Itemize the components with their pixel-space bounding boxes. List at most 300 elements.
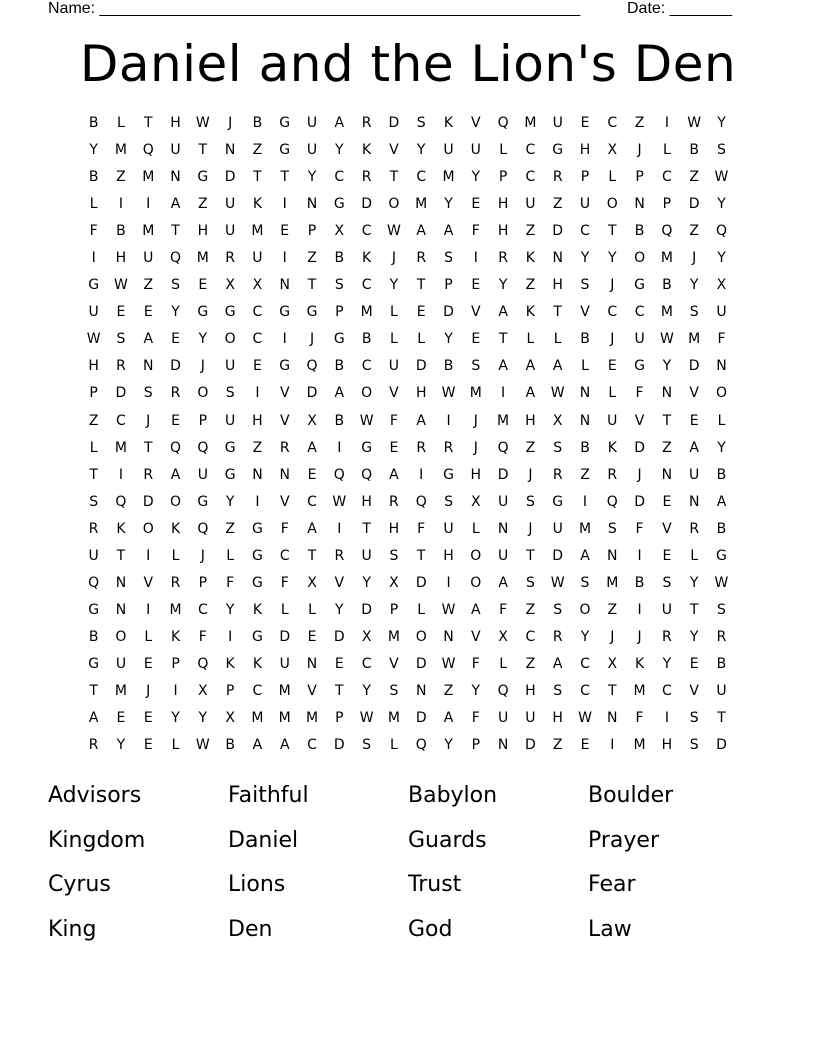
grid-letter[interactable]: X [252,277,263,294]
grid-letter[interactable]: C [197,601,208,618]
grid-letter[interactable]: L [226,547,235,564]
grid-letter[interactable]: J [528,466,533,483]
grid-letter[interactable]: V [580,304,590,321]
grid-letter[interactable]: W [195,737,210,754]
grid-letter[interactable]: D [634,493,645,510]
grid-letter[interactable]: O [197,385,209,402]
grid-letter[interactable]: X [225,710,235,727]
grid-letter[interactable]: A [88,710,99,727]
grid-letter[interactable]: E [607,358,617,375]
grid-letter[interactable]: H [470,466,482,483]
grid-letter[interactable]: Y [717,250,726,267]
grid-letter[interactable]: A [443,223,454,240]
grid-letter[interactable]: Z [662,439,672,456]
grid-letter[interactable]: C [361,655,372,672]
grid-letter[interactable]: K [252,655,263,672]
grid-letter[interactable]: E [198,277,208,294]
grid-letter[interactable]: Q [170,439,182,456]
grid-letter[interactable]: R [498,250,508,267]
grid-letter[interactable]: V [471,304,481,321]
grid-letter[interactable]: D [361,196,372,213]
grid-letter[interactable]: B [716,466,727,483]
grid-letter[interactable]: R [662,628,672,645]
grid-letter[interactable]: Z [525,655,536,672]
grid-letter[interactable]: U [497,710,509,727]
grid-letter[interactable]: O [415,628,427,645]
grid-letter[interactable]: U [279,655,290,672]
grid-letter[interactable]: C [361,358,372,375]
grid-letter[interactable]: S [662,574,672,591]
grid-letter[interactable]: I [118,466,124,483]
grid-letter[interactable]: B [334,412,345,429]
grid-letter[interactable]: Q [497,439,509,456]
grid-letter[interactable]: L [499,142,507,159]
grid-letter[interactable]: D [415,710,427,727]
grid-letter[interactable]: A [279,737,290,754]
grid-letter[interactable]: K [252,196,263,213]
grid-letter[interactable]: D [634,439,645,456]
grid-letter[interactable]: I [473,250,478,267]
grid-letter[interactable]: Y [89,142,98,159]
grid-letter[interactable]: J [391,250,396,267]
grid-letter[interactable]: T [526,547,535,564]
grid-letter[interactable]: T [198,142,208,159]
grid-letter[interactable]: V [471,628,481,645]
grid-letter[interactable]: R [716,628,727,645]
grid-letter[interactable]: U [661,601,672,618]
grid-letter[interactable]: N [306,655,318,672]
grid-letter[interactable]: S [389,682,399,699]
grid-letter[interactable]: N [688,493,700,510]
grid-letter[interactable]: N [415,682,427,699]
grid-letter[interactable]: S [580,277,590,294]
grid-letter[interactable]: U [716,682,727,699]
grid-letter[interactable]: B [634,574,645,591]
grid-letter[interactable]: D [361,601,372,618]
grid-letter[interactable]: W [441,385,456,402]
grid-letter[interactable]: C [607,304,618,321]
grid-letter[interactable]: U [115,655,127,672]
grid-letter[interactable]: H [497,196,509,213]
grid-letter[interactable]: J [637,628,642,645]
grid-letter[interactable]: G [88,601,100,618]
grid-letter[interactable]: T [608,682,617,699]
grid-letter[interactable]: O [142,520,154,537]
grid-letter[interactable]: Y [389,277,399,294]
grid-letter[interactable]: T [143,439,153,456]
grid-letter[interactable]: Y [580,250,590,267]
grid-letter[interactable]: T [143,115,153,131]
grid-letter[interactable]: A [552,655,563,672]
grid-letter[interactable]: E [580,115,590,131]
grid-letter[interactable]: S [525,574,535,591]
grid-letter[interactable]: O [715,385,727,402]
grid-letter[interactable]: W [386,223,401,240]
grid-letter[interactable]: K [607,439,617,456]
grid-letter[interactable]: H [252,412,263,429]
grid-letter[interactable]: K [362,142,372,159]
grid-letter[interactable]: N [143,358,154,375]
grid-letter[interactable]: X [607,655,618,672]
grid-letter[interactable]: T [362,520,371,537]
grid-letter[interactable]: U [306,142,318,159]
grid-letter[interactable]: W [359,710,374,727]
grid-letter[interactable]: G [279,142,291,159]
grid-letter[interactable]: I [582,493,588,510]
grid-letter[interactable]: N [497,737,509,754]
grid-letter[interactable]: C [525,169,536,186]
grid-letter[interactable]: Z [116,169,126,186]
grid-letter[interactable]: F [280,574,289,591]
grid-letter[interactable]: H [115,250,127,267]
grid-letter[interactable]: Y [198,331,208,348]
grid-letter[interactable]: S [553,601,563,618]
grid-letter[interactable]: Y [662,655,672,672]
grid-letter[interactable]: X [716,277,727,294]
grid-letter[interactable]: L [499,655,507,672]
grid-letter[interactable]: Y [335,142,344,159]
grid-letter[interactable]: Q [415,493,427,510]
grid-letter[interactable]: N [552,250,563,267]
grid-letter[interactable]: Z [252,142,263,159]
grid-letter[interactable]: N [634,196,645,213]
grid-letter[interactable]: Z [525,277,536,294]
grid-letter[interactable]: T [717,710,726,727]
grid-letter[interactable]: O [470,574,482,591]
grid-letter[interactable]: G [716,547,727,564]
grid-letter[interactable]: U [170,142,181,159]
grid-letter[interactable]: A [252,737,263,754]
grid-letter[interactable]: C [307,737,317,754]
grid-letter[interactable]: U [143,250,154,267]
grid-letter[interactable]: A [307,520,317,537]
grid-letter[interactable]: G [88,655,100,672]
grid-letter[interactable]: J [146,412,151,429]
grid-letter[interactable]: C [580,223,590,240]
grid-letter[interactable]: N [115,574,127,591]
grid-letter[interactable]: Z [525,223,536,240]
grid-letter[interactable]: O [361,385,373,402]
grid-letter[interactable]: B [580,439,590,456]
grid-letter[interactable]: M [415,196,428,213]
grid-letter[interactable]: M [251,710,264,727]
grid-letter[interactable]: E [171,412,180,429]
grid-letter[interactable]: M [688,331,701,348]
grid-letter[interactable]: L [690,547,699,564]
grid-letter[interactable]: S [362,737,372,754]
grid-letter[interactable]: G [634,358,646,375]
grid-letter[interactable]: E [143,737,153,754]
grid-letter[interactable]: R [361,115,372,131]
grid-letter[interactable]: A [498,358,508,375]
grid-letter[interactable]: N [115,601,127,618]
grid-letter[interactable]: G [552,142,564,159]
grid-letter[interactable]: V [662,520,672,537]
grid-letter[interactable]: S [717,601,726,618]
grid-letter[interactable]: T [608,223,617,240]
grid-letter[interactable]: F [717,331,726,348]
grid-letter[interactable]: R [552,169,563,186]
grid-letter[interactable]: A [416,223,426,240]
grid-letter[interactable]: I [282,196,287,213]
grid-letter[interactable]: P [198,574,208,591]
grid-letter[interactable]: M [196,250,209,267]
grid-letter[interactable]: T [689,601,699,618]
grid-letter[interactable]: L [390,737,398,754]
grid-letter[interactable]: A [471,601,481,618]
grid-letter[interactable]: M [251,223,264,240]
grid-letter[interactable]: Y [444,196,453,213]
grid-letter[interactable]: U [470,142,481,159]
grid-letter[interactable]: R [552,466,563,483]
grid-letter[interactable]: Y [717,439,726,456]
grid-letter[interactable]: N [279,277,290,294]
grid-letter[interactable]: A [170,196,181,213]
grid-letter[interactable]: W [550,385,565,402]
grid-letter[interactable]: C [661,682,672,699]
grid-letter[interactable]: K [252,601,263,618]
grid-letter[interactable]: R [143,466,154,483]
grid-letter[interactable]: C [416,169,427,186]
grid-letter[interactable]: L [390,331,398,348]
grid-letter[interactable]: X [498,628,508,645]
grid-letter[interactable]: S [580,574,590,591]
grid-letter[interactable]: S [689,304,699,321]
grid-letter[interactable]: G [224,439,236,456]
grid-letter[interactable]: I [446,412,451,429]
grid-letter[interactable]: C [252,304,263,321]
grid-letter[interactable]: J [200,358,205,375]
grid-letter[interactable]: A [443,710,454,727]
grid-letter[interactable]: D [224,169,236,186]
grid-letter[interactable]: O [224,331,236,348]
grid-letter[interactable]: O [115,628,127,645]
grid-letter[interactable]: V [689,682,699,699]
grid-letter[interactable]: U [579,196,591,213]
grid-letter[interactable]: X [389,574,399,591]
grid-letter[interactable]: S [689,710,699,727]
grid-letter[interactable]: P [389,601,399,618]
grid-letter[interactable]: C [661,169,672,186]
grid-letter[interactable]: V [307,682,317,699]
grid-letter[interactable]: D [497,466,509,483]
grid-letter[interactable]: Q [497,682,509,699]
grid-letter[interactable]: L [417,331,426,348]
grid-letter[interactable]: Q [497,115,509,131]
grid-letter[interactable]: P [198,412,208,429]
grid-letter[interactable]: L [417,601,426,618]
grid-letter[interactable]: F [389,412,398,429]
grid-letter[interactable]: N [443,628,454,645]
grid-letter[interactable]: N [716,358,727,375]
grid-letter[interactable]: N [579,385,591,402]
grid-letter[interactable]: A [552,358,563,375]
grid-letter[interactable]: R [279,439,290,456]
grid-letter[interactable]: I [337,439,342,456]
grid-letter[interactable]: V [389,142,399,159]
grid-letter[interactable]: J [610,331,615,348]
grid-letter[interactable]: J [610,628,615,645]
grid-letter[interactable]: I [146,601,151,618]
grid-letter[interactable]: Y [362,574,371,591]
grid-letter[interactable]: F [499,601,508,618]
grid-letter[interactable]: P [225,682,235,699]
grid-letter[interactable]: R [88,737,99,754]
grid-letter[interactable]: G [88,277,100,294]
grid-letter[interactable]: G [279,304,291,321]
grid-letter[interactable]: N [252,466,263,483]
grid-letter[interactable]: B [334,250,345,267]
grid-letter[interactable]: M [660,250,673,267]
grid-letter[interactable]: U [607,412,618,429]
grid-letter[interactable]: H [197,223,209,240]
grid-letter[interactable]: V [279,385,290,402]
grid-letter[interactable]: C [116,412,126,429]
grid-letter[interactable]: S [607,520,617,537]
grid-letter[interactable]: L [581,358,589,375]
grid-letter[interactable]: E [662,493,672,510]
grid-letter[interactable]: Y [717,115,726,131]
grid-letter[interactable]: X [552,412,563,429]
grid-letter[interactable]: L [526,331,535,348]
grid-letter[interactable]: M [305,710,319,727]
grid-letter[interactable]: E [143,710,153,727]
grid-letter[interactable]: G [333,196,345,213]
grid-letter[interactable]: A [716,493,727,510]
grid-letter[interactable]: D [306,385,318,402]
grid-letter[interactable]: U [716,304,727,321]
grid-letter[interactable]: U [225,358,236,375]
grid-letter[interactable]: U [497,547,509,564]
grid-letter[interactable]: R [225,250,235,267]
grid-letter[interactable]: G [361,439,373,456]
grid-letter[interactable]: Y [444,331,453,348]
grid-letter[interactable]: J [473,439,478,456]
grid-letter[interactable]: W [659,331,674,348]
grid-letter[interactable]: F [417,520,426,537]
grid-letter[interactable]: M [606,574,619,591]
grid-letter[interactable]: U [252,250,263,267]
grid-letter[interactable]: I [146,196,151,213]
grid-letter[interactable]: O [388,196,400,213]
grid-letter[interactable]: V [389,655,399,672]
grid-letter[interactable]: V [334,574,345,591]
grid-letter[interactable]: L [662,142,671,159]
grid-letter[interactable]: R [361,169,372,186]
grid-letter[interactable]: T [389,169,399,186]
grid-letter[interactable]: N [607,547,618,564]
grid-letter[interactable]: Q [197,520,209,537]
grid-letter[interactable]: M [633,737,646,754]
grid-letter[interactable]: Q [361,466,373,483]
grid-letter[interactable]: D [525,737,536,754]
grid-letter[interactable]: G [634,277,646,294]
grid-letter[interactable]: U [634,331,645,348]
grid-letter[interactable]: M [442,169,455,186]
grid-letter[interactable]: W [441,655,456,672]
grid-letter[interactable]: L [717,412,726,429]
grid-letter[interactable]: Z [525,439,536,456]
grid-letter[interactable]: Y [689,574,699,591]
grid-letter[interactable]: O [470,547,482,564]
grid-letter[interactable]: N [279,466,290,483]
grid-letter[interactable]: O [579,601,591,618]
grid-letter[interactable]: G [252,628,263,645]
grid-letter[interactable]: I [664,115,669,131]
grid-letter[interactable]: Z [689,169,699,186]
grid-letter[interactable]: F [89,223,98,240]
grid-letter[interactable]: M [524,115,537,131]
grid-letter[interactable]: G [252,520,263,537]
grid-letter[interactable]: Y [689,628,699,645]
grid-letter[interactable]: W [550,574,565,591]
grid-letter[interactable]: K [116,520,126,537]
grid-letter[interactable]: D [115,385,127,402]
grid-letter[interactable]: U [525,710,536,727]
grid-letter[interactable]: W [578,710,592,727]
grid-letter[interactable]: N [661,466,673,483]
grid-letter[interactable]: B [662,277,672,294]
grid-letter[interactable]: D [170,358,181,375]
grid-letter[interactable]: M [469,385,482,402]
grid-letter[interactable]: C [252,682,263,699]
grid-letter[interactable]: Z [88,412,99,429]
grid-letter[interactable]: Y [471,169,481,186]
grid-letter[interactable]: S [416,115,426,131]
grid-letter[interactable]: Y [198,710,208,727]
grid-letter[interactable]: B [716,520,727,537]
grid-letter[interactable]: Y [608,250,617,267]
grid-letter[interactable]: C [307,493,317,510]
grid-letter[interactable]: T [416,547,426,564]
grid-letter[interactable]: S [525,493,535,510]
grid-letter[interactable]: M [278,710,291,727]
grid-letter[interactable]: T [253,169,262,186]
grid-letter[interactable]: H [497,223,509,240]
grid-letter[interactable]: T [280,169,289,186]
grid-letter[interactable]: Y [171,304,180,321]
grid-letter[interactable]: L [89,439,98,456]
grid-letter[interactable]: J [146,682,151,699]
grid-letter[interactable]: N [306,196,318,213]
grid-letter[interactable]: K [525,304,535,321]
grid-letter[interactable]: M [278,682,291,699]
grid-letter[interactable]: P [498,169,508,186]
grid-letter[interactable]: K [170,628,181,645]
grid-letter[interactable]: M [360,304,373,321]
grid-letter[interactable]: Z [634,115,645,131]
grid-letter[interactable]: C [334,169,345,186]
grid-letter[interactable]: E [471,196,481,213]
grid-letter[interactable]: S [171,277,180,294]
grid-letter[interactable]: L [171,737,180,754]
grid-letter[interactable]: U [197,466,208,483]
grid-letter[interactable]: W [441,601,456,618]
grid-letter[interactable]: M [387,710,400,727]
grid-letter[interactable]: S [444,250,453,267]
grid-letter[interactable]: U [361,547,372,564]
grid-letter[interactable]: Z [252,439,263,456]
grid-letter[interactable]: Q [197,439,209,456]
grid-letter[interactable]: D [415,574,427,591]
grid-letter[interactable]: R [416,439,427,456]
grid-letter[interactable]: S [225,385,235,402]
grid-letter[interactable]: H [661,737,673,754]
grid-letter[interactable]: W [687,115,702,131]
grid-letter[interactable]: C [634,304,645,321]
grid-letter[interactable]: P [635,169,644,186]
grid-letter[interactable]: E [143,304,153,321]
